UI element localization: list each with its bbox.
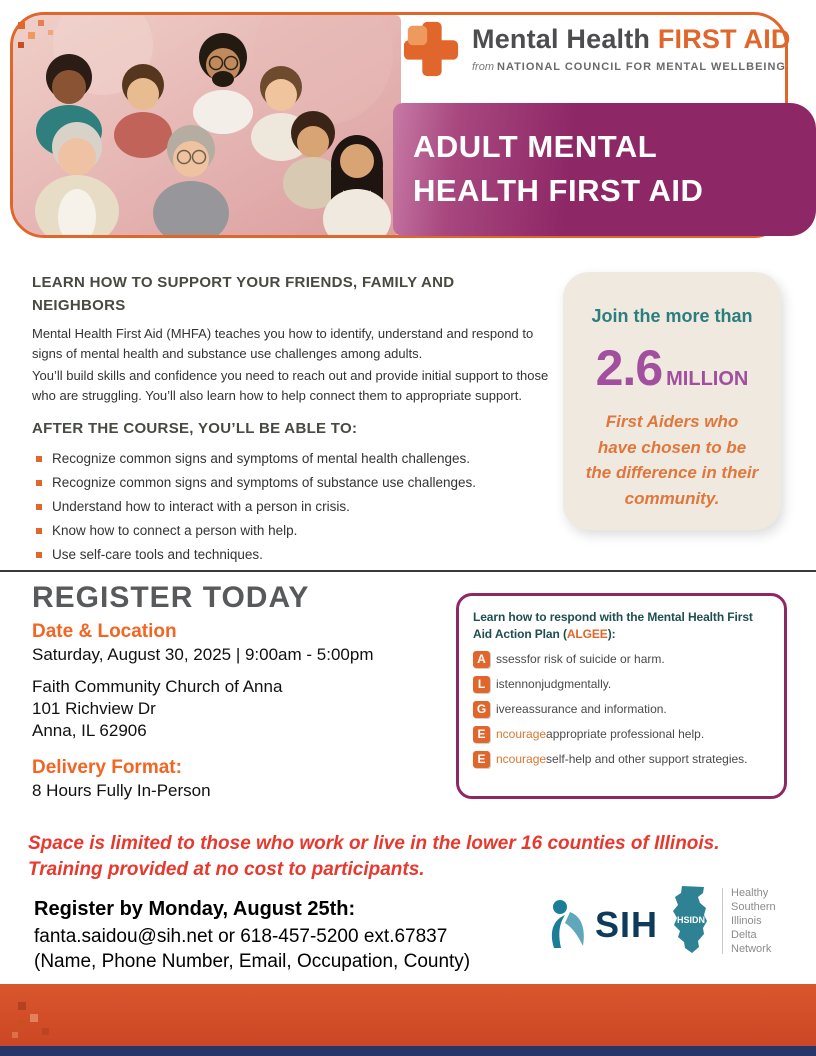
group-photo [13, 15, 401, 235]
stat-unit: MILLION [666, 368, 749, 390]
venue-block [32, 676, 282, 742]
algee-heading [473, 609, 770, 643]
stat-caption: First Aiders who have chosen to be the difference in their community. [585, 412, 759, 508]
algee-letter-icon: E [473, 751, 490, 768]
delivery-format-heading: Delivery Format: [32, 757, 182, 778]
list-item [36, 546, 536, 564]
intro-heading: LEARN HOW TO SUPPORT YOUR FRIENDS, FAMILY AND NEIGHBORS [32, 274, 455, 314]
outcome-text: Use self-care tools and techniques. [52, 547, 263, 562]
register-by-heading: Register by Monday, August 25th: [34, 898, 356, 920]
outcome-text: Recognize common signs and symptoms of substance use challenges. [52, 475, 476, 490]
tagline-from: from [472, 61, 494, 73]
sih-logo [545, 898, 658, 952]
algee-word: ive [496, 701, 512, 716]
mhfa-cross-icon [402, 20, 460, 78]
bullet-square-icon [36, 480, 42, 486]
registration-contact [34, 897, 539, 974]
algee-letter-icon: E [473, 726, 490, 743]
sih-icon [545, 898, 589, 952]
bullet-square-icon [36, 456, 42, 462]
after-course-heading: AFTER THE COURSE, YOU’LL BE ABLE TO: [32, 420, 358, 437]
bullet-square-icon [36, 528, 42, 534]
event-datetime: Saturday, August 30, 2025 | 9:00am - 5:00pm [32, 645, 374, 664]
section-divider [0, 570, 816, 572]
stat-intro: Join the more than [591, 306, 753, 326]
list-item [36, 522, 536, 540]
algee-text: appropriate professional help. [546, 726, 705, 741]
algee-text: self-help and other support strategies. [546, 751, 748, 766]
algee-text: reassurance and information. [511, 701, 667, 716]
hsidn-caption-line: Southern [731, 901, 776, 913]
list-item [36, 450, 536, 468]
hsidn-caption-line: Illinois [731, 915, 762, 927]
sih-wordmark: SIH [595, 904, 659, 945]
algee-row-encourage-selfhelp [473, 751, 770, 768]
hsidn-illinois-icon [668, 884, 714, 958]
algee-heading-highlight: ALGEE [566, 626, 608, 641]
brand-tagline [472, 61, 791, 73]
outcome-text: Understand how to interact with a person in crisis. [52, 499, 350, 514]
algee-text: nonjudgmentally. [521, 676, 612, 691]
hsidn-wordmark: HSIDN [676, 915, 706, 925]
hsidn-caption [731, 886, 776, 956]
algee-row-listen [473, 676, 770, 693]
algee-letter-icon: A [473, 651, 490, 668]
venue-name: Faith Community Church of Anna [32, 677, 283, 696]
hsidn-caption-line: Network [731, 943, 772, 955]
footer-navy-strip [0, 1046, 816, 1056]
algee-row-give [473, 701, 770, 718]
algee-word: ncourage [496, 726, 547, 741]
algee-heading-prefix: Learn how to respond with the Mental Health First Aid Action Plan ( [473, 610, 753, 641]
tagline-council: NATIONAL COUNCIL FOR MENTAL WELLBEING [497, 61, 786, 73]
venue-address-line1: 101 Richview Dr [32, 699, 156, 718]
brand-mental-health: Mental Health [472, 24, 651, 54]
algee-text: for risk of suicide or harm. [526, 651, 665, 666]
outcome-text: Know how to connect a person with help. [52, 523, 298, 538]
hsidn-logo [668, 884, 776, 958]
bullet-square-icon [36, 552, 42, 558]
brand-first-aid: FIRST AID [657, 24, 791, 54]
algee-word: isten [496, 676, 522, 691]
course-outcomes-list [36, 450, 536, 570]
intro-paragraph-2: You’ll build skills and confidence you need to reach out and provide initial support to those who are struggling. You’ll also learn how to help connect them to appropriate support. [32, 368, 549, 403]
algee-action-plan-box [456, 593, 787, 799]
date-location-heading: Date & Location [32, 621, 177, 642]
algee-word: ncourage [496, 751, 547, 766]
algee-letter-icon: G [473, 701, 490, 718]
algee-row-assess [473, 651, 770, 668]
contact-required-info: (Name, Phone Number, Email, Occupation, County) [34, 951, 471, 972]
contact-email-phone: fanta.saidou@sih.net or 618-457-5200 ext.67837 [34, 926, 448, 947]
list-item [36, 474, 536, 492]
stat-number: 2.6 [595, 340, 663, 396]
hsidn-caption-line: Healthy [731, 887, 769, 899]
course-title-banner [393, 103, 816, 236]
list-item [36, 498, 536, 516]
footer-orange-bar [0, 984, 816, 1046]
algee-heading-suffix: ): [607, 626, 616, 641]
hsidn-caption-line: Delta [731, 929, 757, 941]
stat-number-row [585, 339, 759, 397]
outcome-text: Recognize common signs and symptoms of mental health challenges. [52, 451, 470, 466]
brand-wordmark [472, 20, 791, 55]
space-limited-notice [28, 831, 788, 883]
algee-letter-icon: L [473, 676, 490, 693]
notice-line1: Space is limited to those who work or live in the lower 16 counties of Illinois. [28, 833, 720, 854]
delivery-format-value: 8 Hours Fully In-Person [32, 781, 211, 800]
banner-title-line2: HEALTH FIRST AID [413, 173, 704, 208]
notice-line2: Training provided at no cost to participants. [28, 859, 425, 880]
stat-box [563, 272, 781, 530]
algee-row-encourage-professional [473, 726, 770, 743]
venue-address-line2: Anna, IL 62906 [32, 721, 147, 740]
intro-paragraph-1: Mental Health First Aid (MHFA) teaches you how to identify, understand and respond to signs of mental health and substance use challenges among adults. [32, 326, 534, 361]
hsidn-separator [722, 888, 723, 954]
bullet-square-icon [36, 504, 42, 510]
banner-title-line1: ADULT MENTAL [413, 129, 658, 164]
mhfa-logo [402, 20, 802, 78]
register-today-title: REGISTER TODAY [32, 581, 310, 614]
algee-word: ssess [496, 651, 527, 666]
